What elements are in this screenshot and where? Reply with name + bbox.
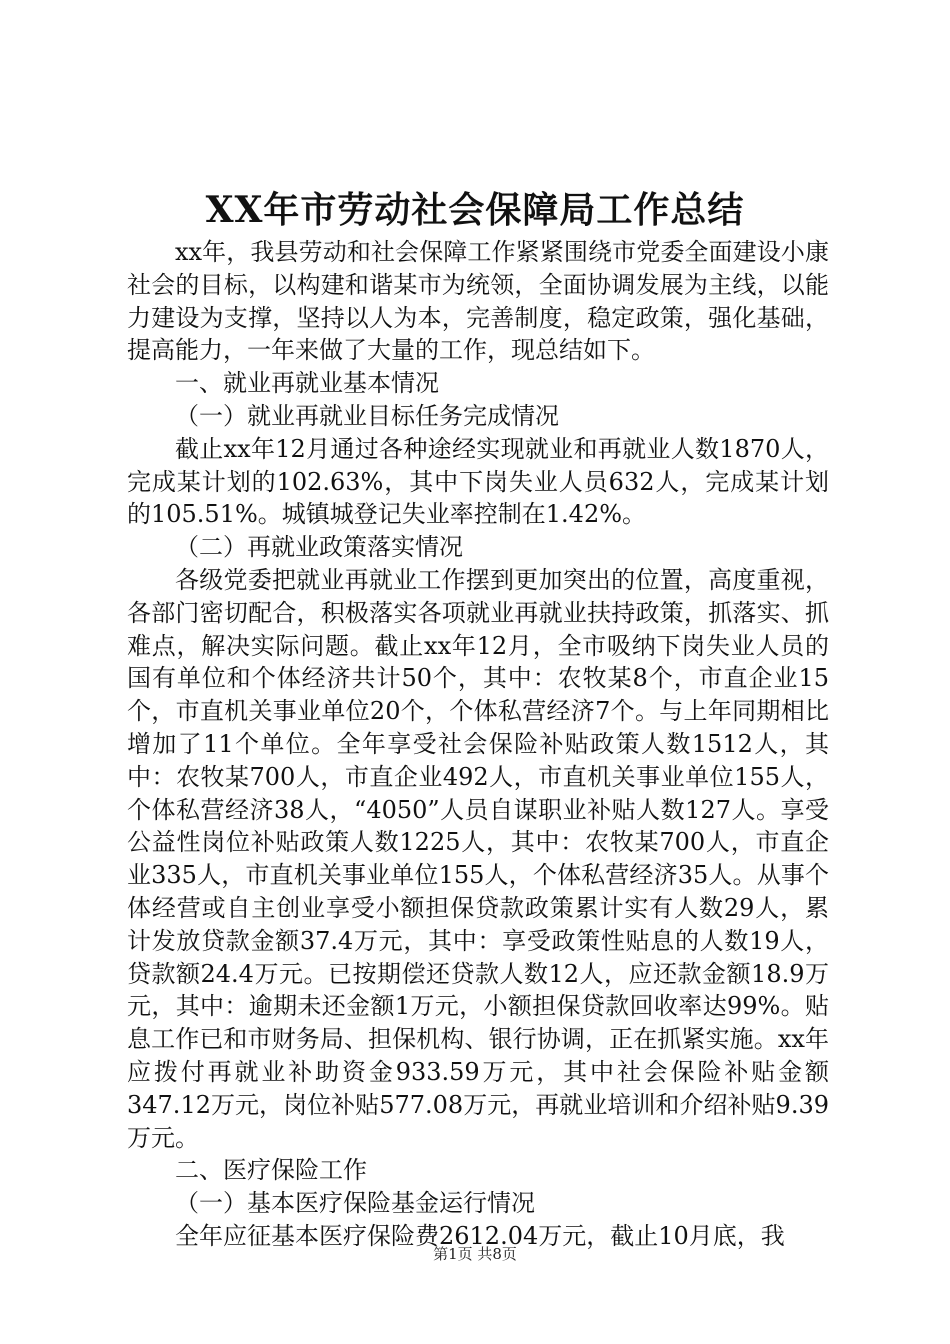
subsection-heading-targets: （一）就业再就业目标任务完成情况 xyxy=(175,401,559,430)
subsection-heading-policy: （二）再就业政策落实情况 xyxy=(175,533,463,562)
section-heading-employment: 一、就业再就业基本情况 xyxy=(175,369,439,398)
subsection-heading-fund: （一）基本医疗保险基金运行情况 xyxy=(175,1189,535,1218)
intro-paragraph: xx年，我县劳动和社会保障工作紧紧围绕市党委全面建设小康社会的目标，以构建和谐某市为统领，全面协调发展为主线，以能力建设为支撑，坚持以人为本，完善制度，稳定政策，强化基础，提高能力，一年来做了大量的工作，现总结如下。 xyxy=(127,238,829,365)
paragraph-fund: 全年应征基本医疗保险费2612.04万元，截止10月底，我 xyxy=(175,1221,785,1250)
section-heading-medical: 二、医疗保险工作 xyxy=(175,1156,367,1185)
document-body xyxy=(127,236,829,1253)
paragraph-targets: 截止xx年12月通过各种途经实现就业和再就业人数1870人，完成某计划的102.63%，其中下岗失业人员632人，完成某计划的105.51%。城镇城登记失业率控制在1.42%。 xyxy=(127,434,829,529)
document-title: XX年市劳动社会保障局工作总结 xyxy=(205,189,745,231)
paragraph-policy: 各级党委把就业再就业工作摆到更加突出的位置，高度重视，各部门密切配合，积极落实各项就业再就业扶持政策，抓落实、抓难点，解决实际问题。截止xx年12月，全市吸纳下岗失业人员的国有单位和个体经济共计50个，其中：农牧某8个，市直企业15个，市直机关事业单位20个，个体私营经济7个。与上年同期相比增加了11个单位。全年享受社会保险补贴政策人数1512人，其中：农牧某700人，市直企业492人，市直机关事业单位155人，个体私营经济38人，“4050”人员自谋职业补贴人数127人。享受公益性岗位补贴政策人数1225人，其中：农牧某700人，市直企业335人，市直机关事业单位155人，个体私营经济35人。从事个体经营或自主创业享受小额担保贷款政策累计实有人数29人，累计发放贷款金额37.4万元，其中：享受政策性贴息的人数19人，贷款额24.4万元。已按期偿还贷款人数12人，应还款金额18.9万元，其中：逾期未还金额1万元，小额担保贷款回收率达99%。贴息工作已和市财务局、担保机构、银行协调，正在抓紧实施。xx年应拨付再就业补助资金933.59万元，其中社会保险补贴金额347.12万元，岗位补贴577.08万元，再就业培训和介绍补贴9.39万元。 xyxy=(127,565,829,1152)
page-number: 第1页 共8页 xyxy=(433,1245,517,1263)
